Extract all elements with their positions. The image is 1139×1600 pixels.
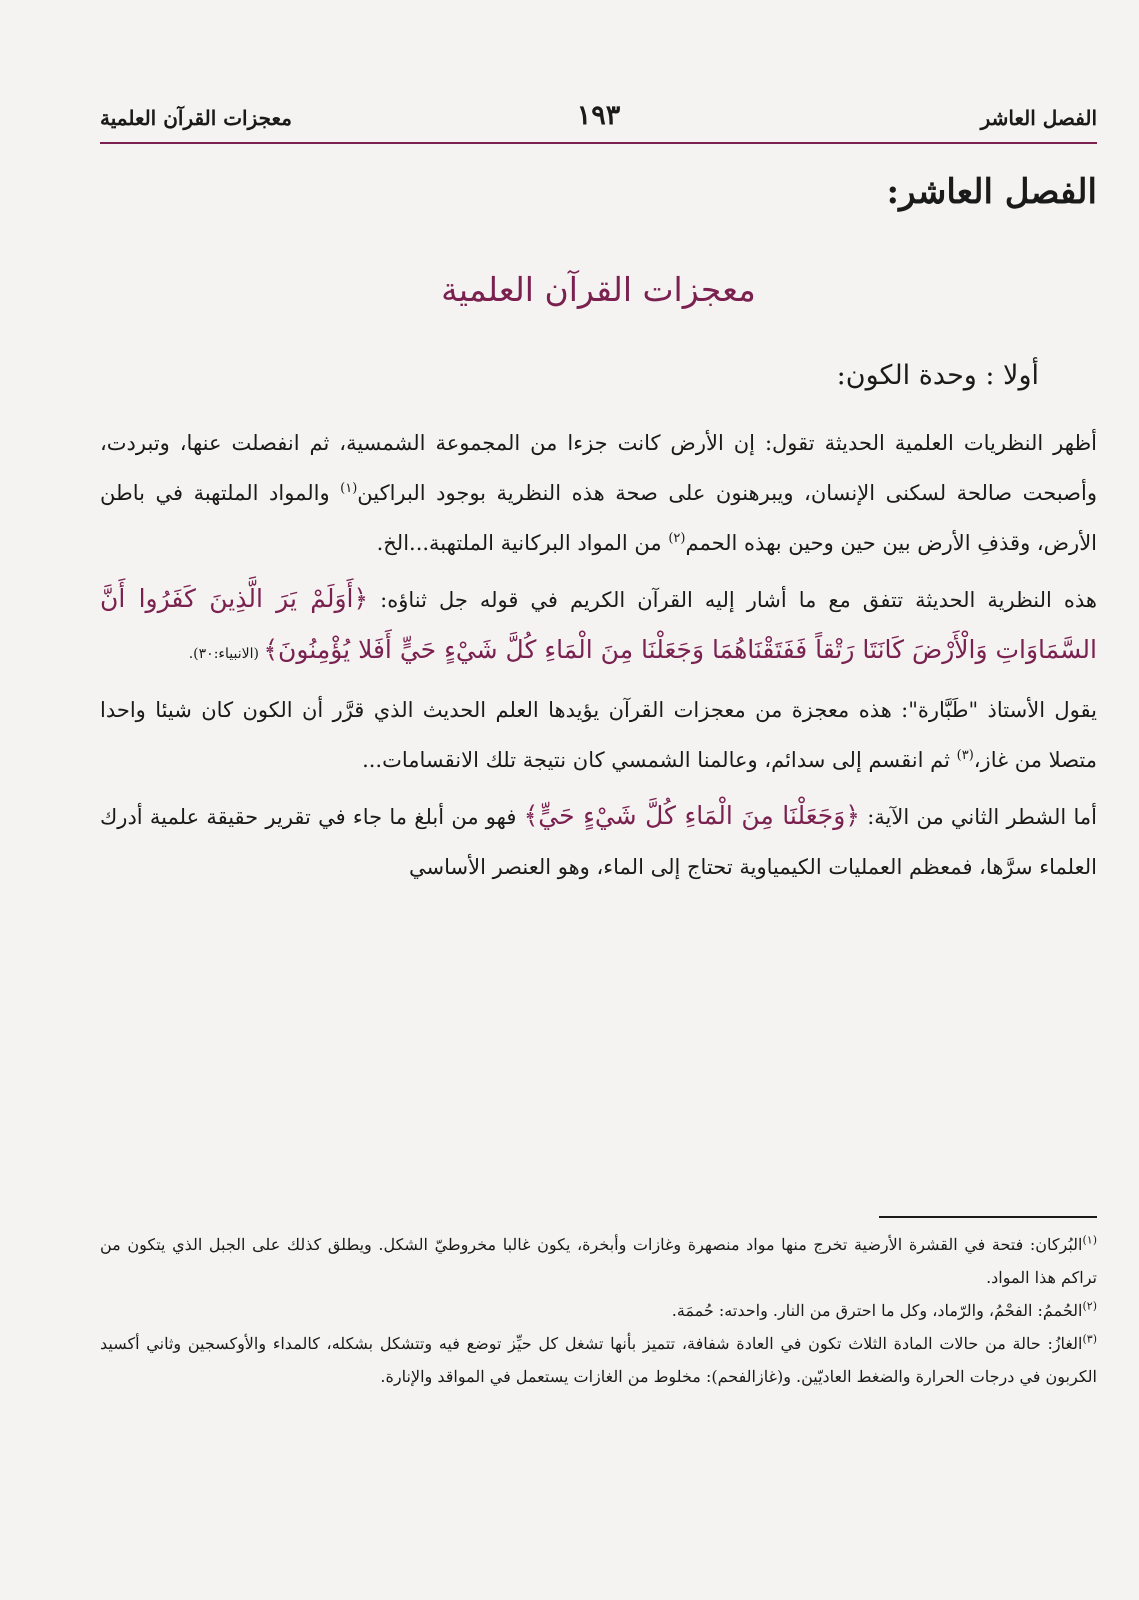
paragraph-text: ثم انقسم إلى سدائم، وعالمنا الشمسي كان نتيجة تلك الانقسامات... [362,748,957,772]
paragraph-text: هذه النظرية الحديثة تتفق مع ما أشار إليه القرآن الكريم في قوله جل ثناؤه: [368,588,1097,612]
paragraph-text: أما الشطر الثاني من الآية: [859,805,1097,829]
section-title: أولا : وحدة الكون: [836,360,1039,391]
footnote-text: الحُممُ: الفحْمُ، والرّماد، وكل ما احترق من النار. واحدته: حُممَة. [671,1301,1083,1320]
footnote-ref-3: (٣) [956,748,974,763]
paragraph-text: فهو من أبلغ ما جاء في تقرير حقيقة علمية أدرك العلماء سرَّها، فمعظم العمليات الكيمياوية تحتاج إلى الماء، وهو العنصر الأساسي [100,805,1097,879]
chapter-title: معجزات القرآن العلمية [441,270,756,309]
verse-reference: (الانبياء:٣٠). [188,646,264,662]
paragraph-2 [100,574,1097,679]
footnote-divider [879,1216,1097,1218]
footnote-text: الغازُ: حالة من حالات المادة الثلاث تكون في العادة شفافة، تتميز بأنها تشغل كل حيِّز توضع فيه وتتشكل بشكله، كالمداء والأوكسجين وثاني أكسيد الكربون في درجات الحرارة والضغط العاديّين. و(غازالفحم): مخلوط من الغازات يستعمل في المواقد والإنارة. [100,1334,1097,1386]
footnotes [100,1228,1097,1393]
footnote-3 [100,1327,1097,1393]
paragraph-text: يقول الأستاذ "طَبَّارة": هذه معجزة من معجزات القرآن يؤيدها العلم الحديث الذي قرَّر أن الكون كان شيئا واحدا متصلا من غاز، [100,698,1097,772]
footnote-number: (١) [1082,1233,1097,1247]
paragraph-text: والمواد الملتهبة في باطن الأرض، وقذفِ الأرض بين حين وحين بهذه الحمم [100,481,1097,555]
header-chapter: الفصل العاشر [980,106,1097,130]
chapter-label: الفصل العاشر: [886,172,1097,212]
paragraph-text: من المواد البركانية الملتهبة...الخ. [376,531,669,555]
page-number: ١٩٣ [576,100,621,131]
paragraph-1 [100,418,1097,568]
footnote-text: البُركان: فتحة في القشرة الأرضية تخرج منها مواد منصهرة وغازات وأبخرة، يكون غالبا مخروطيّ الشكل. ويطلق كذلك على الجبل الذي يتكون من تراكم هذا المواد. [100,1235,1097,1287]
running-header [100,98,1097,144]
quran-verse: ﴿أَوَلَمْ يَرَ الَّذِينَ كَفَرُوا أَنَّ السَّمَاوَاتِ وَالْأَرْضَ كَانَتَا رَتْقاً فَفَتَقْنَاهُمَا وَجَعَلْنَا مِنَ الْمَاءِ كُلَّ شَيْءٍ حَيٍّ أَفَلا يُؤْمِنُونَ﴾ [100,584,1097,664]
paragraph-3 [100,685,1097,785]
footnote-ref-2: (٢) [668,531,686,546]
quran-verse: ﴿وَجَعَلْنَا مِنَ الْمَاءِ كُلَّ شَيْءٍ حَيٍّ﴾ [523,801,860,830]
header-book-title: معجزات القرآن العلمية [100,106,292,130]
paragraph-text: أظهر النظريات العلمية الحديثة تقول: إن الأرض كانت جزءا من المجموعة الشمسية، ثم انفصلت عنها، وتبردت، وأصبحت صالحة لسكنى الإنسان، ويبرهنون على صحة هذه النظرية بوجود البراكين [100,431,1097,505]
footnote-ref-1: (١) [340,481,358,496]
body-text [100,418,1097,898]
footnote-2 [100,1294,1097,1327]
footnote-number: (٢) [1082,1299,1097,1313]
paragraph-4 [100,791,1097,892]
footnote-1 [100,1228,1097,1294]
footnote-number: (٣) [1082,1332,1097,1346]
